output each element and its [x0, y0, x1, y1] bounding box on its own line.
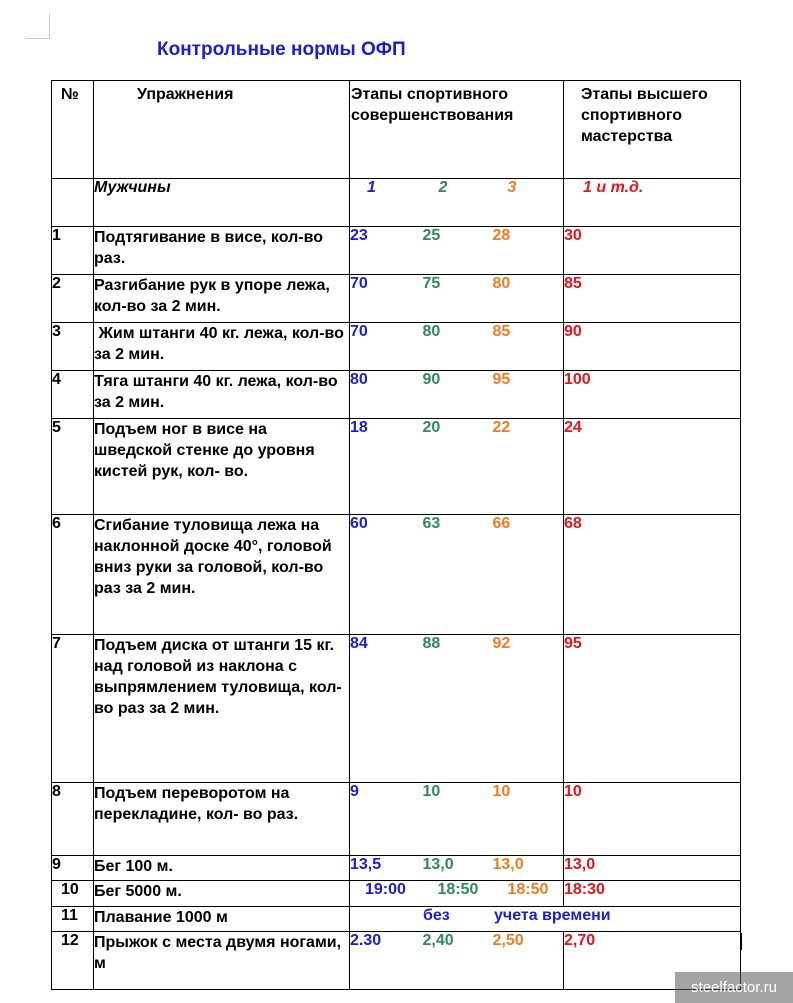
table-row — [52, 635, 741, 783]
table-row — [52, 907, 741, 932]
watermark: steelfactor.ru — [675, 972, 793, 1003]
value-stage-3: 66 — [493, 515, 564, 635]
value-stage-3: 92 — [493, 635, 564, 783]
value-stage-1: 60 — [350, 515, 423, 635]
value-stage-1: 70 — [350, 275, 423, 323]
value-stage-2: 90 — [423, 371, 493, 419]
value-stage-1: 80 — [350, 371, 423, 419]
exercise-name: Бег 5000 м. — [94, 881, 350, 907]
exercise-name: Плавание 1000 м — [94, 907, 350, 932]
stage-col-high: 1 и т.д. — [564, 179, 741, 227]
value-stage-3: 85 — [493, 323, 564, 371]
row-number: 6 — [52, 515, 94, 635]
value-stage-2: 63 — [423, 515, 493, 635]
value-stage-3: 28 — [493, 227, 564, 275]
row-number: 5 — [52, 419, 94, 515]
header-stage-high-line2: спортивного — [581, 107, 683, 124]
value-stage-1: 13,5 — [350, 856, 423, 881]
exercise-name: Подъем диска от штанги 15 кг. над головой из наклона с выпрямлением туловища, кол-во раз за 2 мин. — [94, 635, 350, 783]
value-stage-3: 80 — [493, 275, 564, 323]
value-stage-2: 88 — [423, 635, 493, 783]
value-stage-1: 84 — [350, 635, 423, 783]
row-number: 11 — [52, 907, 94, 932]
row-number: 3 — [52, 323, 94, 371]
value-stage-1: 70 — [350, 323, 423, 371]
value-stage-2: 20 — [423, 419, 493, 515]
value-stage-2: 13,0 — [423, 856, 493, 881]
value-stage-3: 95 — [493, 371, 564, 419]
exercise-name: Подъем ног в висе на шведской стенке до уровня кистей рук, кол- во. — [94, 419, 350, 515]
value-stage-2: 25 — [423, 227, 493, 275]
table-row — [52, 515, 741, 635]
row-number: 2 — [52, 275, 94, 323]
header-num-cell — [52, 81, 94, 179]
exercise-name: Прыжок с места двумя ногами, м — [94, 932, 350, 990]
table-row — [52, 783, 741, 856]
page-title: Контрольные нормы ОФП — [157, 39, 406, 60]
row-number: 8 — [52, 783, 94, 856]
value-stage-1: 2.30 — [350, 932, 423, 990]
header-exercise-cell — [94, 81, 350, 179]
value-stage-2: 75 — [423, 275, 493, 323]
header-num: № — [61, 86, 79, 103]
value-stage-2: 80 — [423, 323, 493, 371]
value-stage-3: 13,0 — [493, 856, 564, 881]
header-stage-sport-line2: совершенствования — [351, 107, 514, 124]
value-stage-high: 90 — [564, 323, 741, 371]
value-stage-high: 2,70 — [564, 932, 741, 990]
header-stage-high-line3: мастерства — [581, 128, 673, 145]
header-stage-sport-line1: Этапы спортивного — [351, 86, 508, 103]
stage-col-1: 1 — [350, 179, 423, 227]
table-row — [52, 856, 741, 881]
value-stage-1: 18 — [350, 419, 423, 515]
note-part-1: без — [423, 907, 450, 924]
value-stage-3: 2,50 — [493, 932, 564, 990]
subheader-num-cell — [52, 179, 94, 227]
stage-col-3: 3 — [493, 179, 564, 227]
exercise-name: Подтягивание в висе, кол-во раз. — [94, 227, 350, 275]
table-row — [52, 419, 741, 515]
value-stage-high: 13,0 — [564, 856, 741, 881]
page-corner-mark — [25, 14, 50, 39]
value-stage-high: 95 — [564, 635, 741, 783]
header-stage-high-cell — [564, 81, 741, 179]
no-time-note — [350, 907, 741, 932]
header-stage-sport-cell — [350, 81, 564, 179]
exercise-name: Жим штанги 40 кг. лежа, кол-во за 2 мин. — [94, 323, 350, 371]
value-stage-2: 2,40 — [423, 932, 493, 990]
value-stage-3: 10 — [493, 783, 564, 856]
row-number: 4 — [52, 371, 94, 419]
group-label: Мужчины — [94, 179, 350, 227]
header-exercise: Упражнения — [137, 86, 234, 103]
value-stage-3: 18:50 — [493, 881, 564, 907]
row-number: 10 — [52, 881, 94, 907]
exercise-name: Сгибание туловища лежа на наклонной доске 40°, головой вниз руки за головой, кол-во раз за 2 мин. — [94, 515, 350, 635]
note-part-2: учета времени — [494, 907, 611, 924]
table-row — [52, 227, 741, 275]
row-number: 9 — [52, 856, 94, 881]
row-number: 1 — [52, 227, 94, 275]
table-row — [52, 323, 741, 371]
value-stage-high: 10 — [564, 783, 741, 856]
value-stage-1: 9 — [350, 783, 423, 856]
exercise-name: Подъем переворотом на перекладине, кол- во раз. — [94, 783, 350, 856]
exercise-name: Тяга штанги 40 кг. лежа, кол-во за 2 мин. — [94, 371, 350, 419]
stage-col-2: 2 — [423, 179, 493, 227]
header-stage-high-line1: Этапы высшего — [581, 86, 708, 103]
value-stage-1: 19:00 — [350, 881, 423, 907]
value-stage-3: 22 — [493, 419, 564, 515]
row-number: 7 — [52, 635, 94, 783]
header-row — [52, 81, 741, 179]
value-stage-1: 23 — [350, 227, 423, 275]
value-stage-2: 10 — [423, 783, 493, 856]
value-stage-high: 100 — [564, 371, 741, 419]
table-row — [52, 881, 741, 907]
norms-table — [51, 80, 741, 990]
value-stage-high: 30 — [564, 227, 741, 275]
table-row — [52, 932, 741, 990]
value-stage-high: 85 — [564, 275, 741, 323]
exercise-name: Бег 100 м. — [94, 856, 350, 881]
row-number: 12 — [52, 932, 94, 990]
value-stage-high: 68 — [564, 515, 741, 635]
value-stage-high: 18:30 — [564, 881, 741, 907]
exercise-name: Разгибание рук в упоре лежа, кол-во за 2 мин. — [94, 275, 350, 323]
subheader-row — [52, 179, 741, 227]
value-stage-2: 18:50 — [423, 881, 493, 907]
text-cursor — [740, 933, 742, 950]
table-row — [52, 371, 741, 419]
table-row — [52, 275, 741, 323]
value-stage-high: 24 — [564, 419, 741, 515]
